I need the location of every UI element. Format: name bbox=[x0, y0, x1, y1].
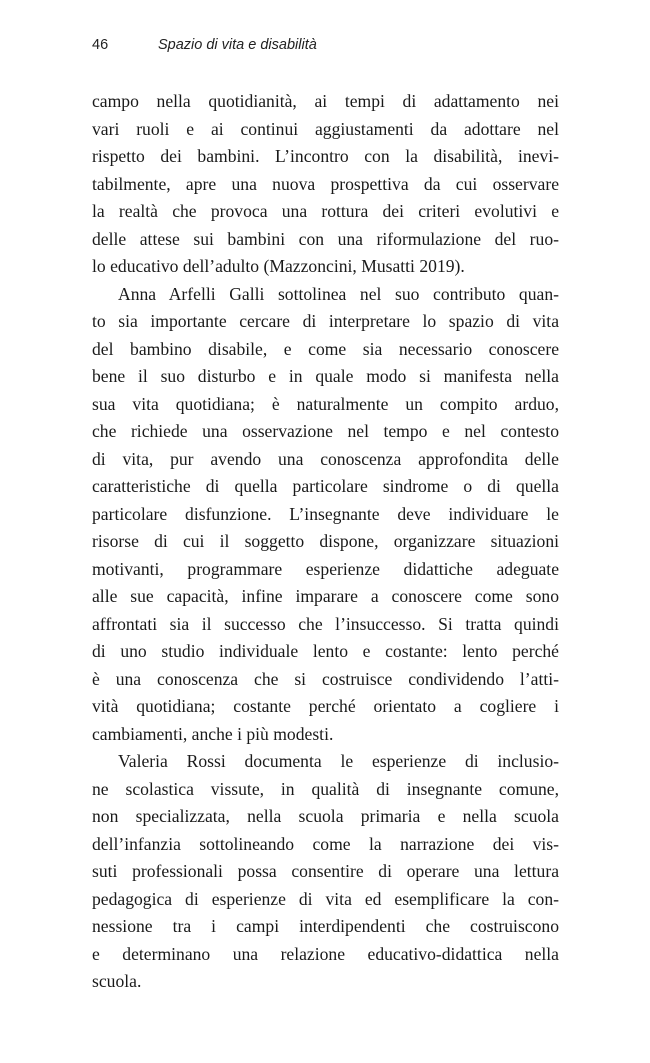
text-line: vari ruoli e ai continui aggiustamenti da adottare nel bbox=[92, 118, 559, 139]
text-line: scuola. bbox=[92, 971, 142, 991]
text-line: caratteristiche di quella particolare sindrome o di quella bbox=[92, 476, 559, 496]
text-line: Valeria Rossi documenta le esperienze di inclusio- bbox=[118, 751, 559, 771]
text-line: del bambino disabile, e come sia necessario conoscere bbox=[92, 338, 559, 359]
text-line: e determinano una relazione educativo-didattica nella bbox=[92, 943, 559, 964]
text-line: nessione tra i campi interdipendenti che costruiscono bbox=[92, 916, 559, 936]
text-line: Anna Arfelli Galli sottolinea nel suo contributo quan- bbox=[118, 283, 559, 304]
text-line: suti professionali possa consentire di operare una lettura bbox=[92, 861, 559, 881]
text-line: rispetto dei bambini. L’incontro con la disabilità, inevi- bbox=[92, 146, 559, 166]
paragraph bbox=[92, 281, 559, 749]
text-line: to sia importante cercare di interpretare lo spazio di vita bbox=[92, 311, 559, 331]
page-header bbox=[92, 37, 558, 57]
text-line: affrontati sia il successo che l’insuccesso. Si tratta quindi bbox=[92, 613, 559, 634]
text-line: ne scolastica vissute, in qualità di insegnante comune, bbox=[92, 778, 559, 799]
page-number: 46 bbox=[92, 37, 109, 53]
text-line: è una conoscenza che si costruisce condividendo l’atti- bbox=[92, 668, 559, 689]
text-line: motivanti, programmare esperienze didattiche adeguate bbox=[92, 558, 559, 579]
text-line: delle attese sui bambini con una riformulazione del ruo- bbox=[92, 228, 559, 249]
paragraph bbox=[92, 748, 559, 996]
text-line: tabilmente, apre una nuova prospettiva da cui osservare bbox=[92, 173, 559, 194]
paragraph bbox=[92, 88, 559, 281]
running-title: Spazio di vita e disabilità bbox=[158, 37, 317, 53]
text-line: di vita, pur avendo una conoscenza approfondita delle bbox=[92, 448, 559, 469]
text-line: lo educativo dell’adulto (Mazzoncini, Musatti 2019). bbox=[92, 256, 465, 276]
text-line: alle sue capacità, infine imparare a conoscere come sono bbox=[92, 586, 559, 606]
text-line: vità quotidiana; costante perché orientato a cogliere i bbox=[92, 696, 559, 716]
text-line: sua vita quotidiana; è naturalmente un compito arduo, bbox=[92, 393, 559, 414]
text-line: di uno studio individuale lento e costante: lento perché bbox=[92, 641, 559, 661]
text-line: non specializzata, nella scuola primaria e nella scuola bbox=[92, 806, 559, 826]
page-body bbox=[92, 88, 559, 996]
text-line: che richiede una osservazione nel tempo e nel contesto bbox=[92, 421, 559, 441]
text-line: bene il suo disturbo e in quale modo si manifesta nella bbox=[92, 366, 559, 386]
text-line: campo nella quotidianità, ai tempi di adattamento nei bbox=[92, 91, 559, 111]
text-line: cambiamenti, anche i più modesti. bbox=[92, 723, 334, 744]
text-line: pedagogica di esperienze di vita ed esemplificare la con- bbox=[92, 888, 559, 909]
text-line: risorse di cui il soggetto dispone, organizzare situazioni bbox=[92, 531, 559, 551]
text-line: particolare disfunzione. L’insegnante deve individuare le bbox=[92, 503, 559, 524]
text-line: dell’infanzia sottolineando come la narrazione dei vis- bbox=[92, 833, 559, 854]
text-line: la realtà che provoca una rottura dei criteri evolutivi e bbox=[92, 201, 559, 221]
